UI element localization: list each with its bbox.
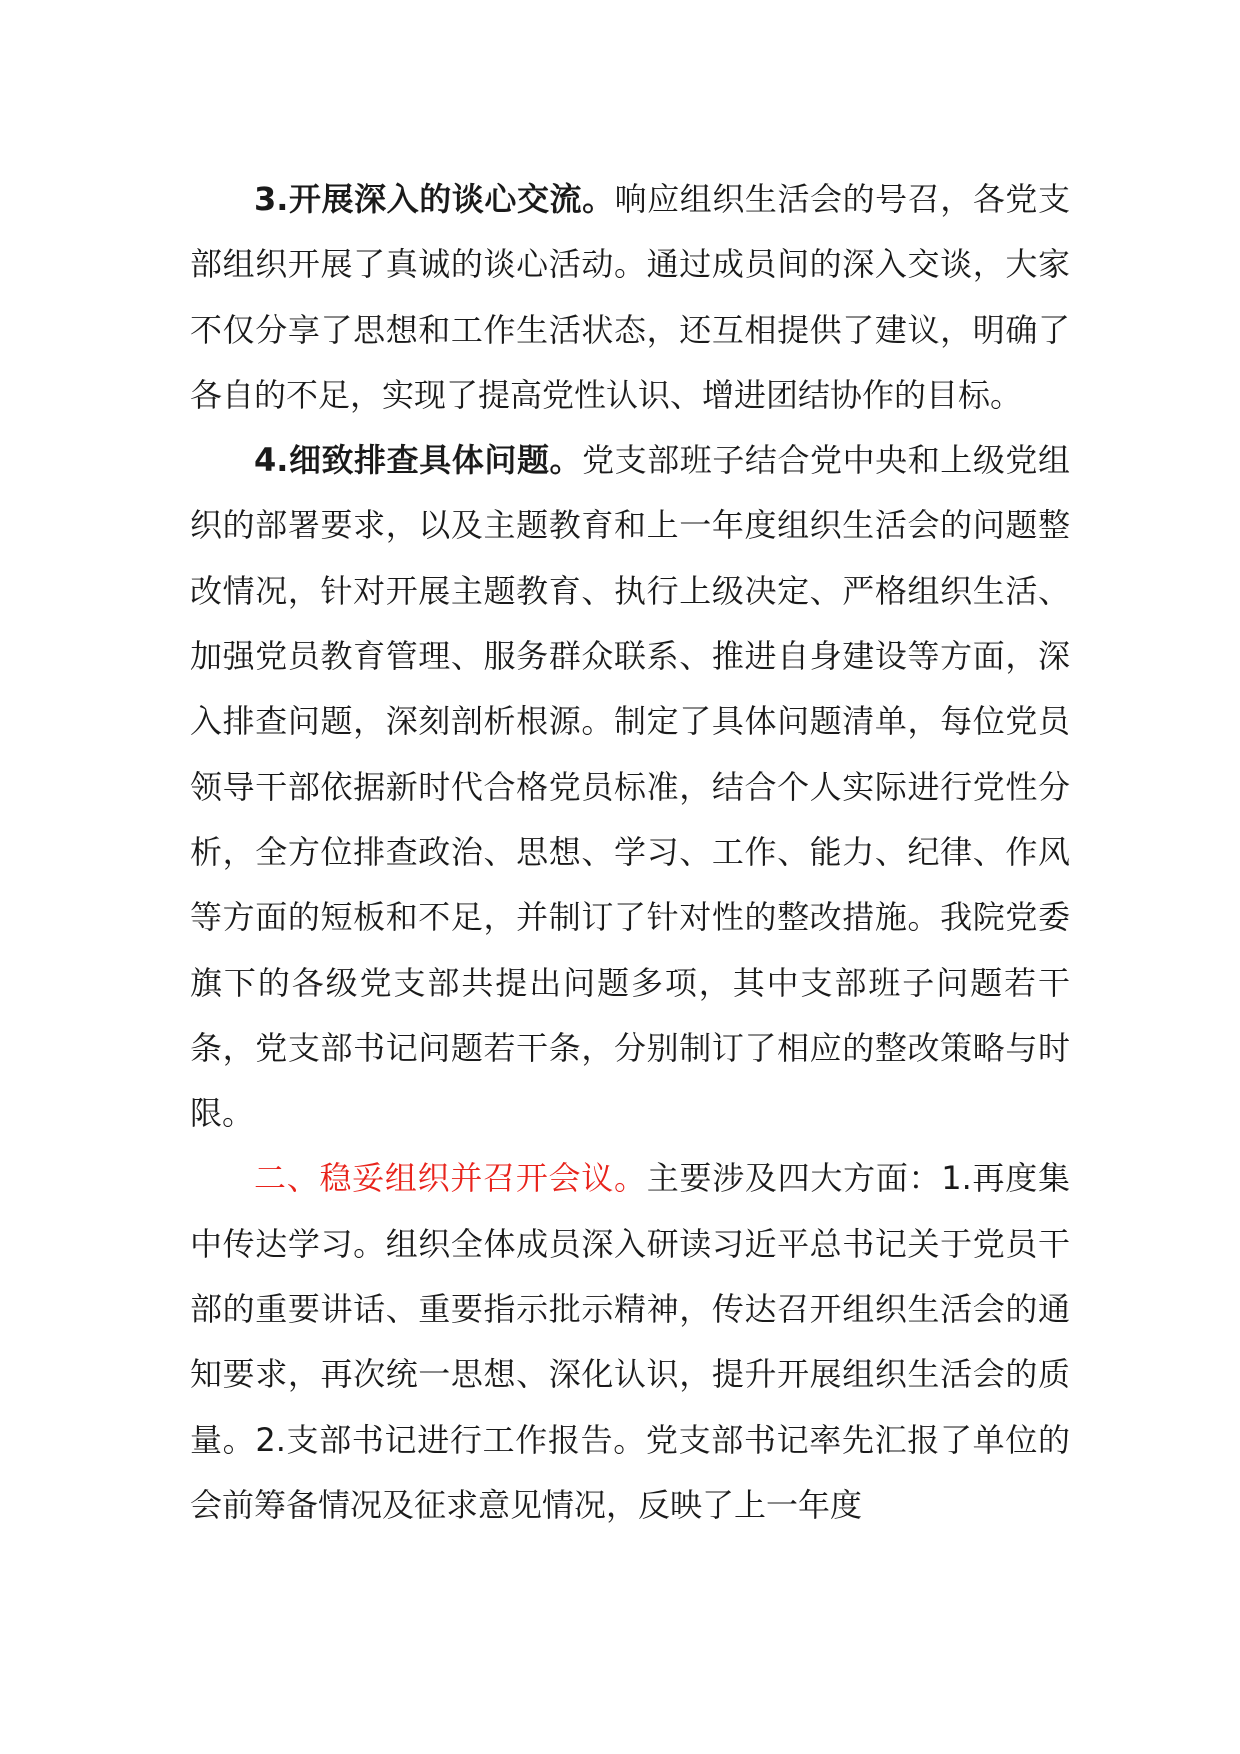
paragraph-heading: 4.细致排查具体问题。 bbox=[254, 441, 583, 480]
document-body bbox=[190, 167, 1070, 1538]
paragraph-problem-investigation bbox=[190, 428, 1070, 1146]
paragraph-text: 主要涉及四大方面：1.再度集中传达学习。组织全体成员深入研读习近平总书记关于党员干部的重要讲话、重要指示批示精神，传达召开组织生活会的通知要求，再次统一思想、深化认识，提升开展组织生活会的质量。2.支部书记进行工作报告。党支部书记率先汇报了单位的会前筹备情况及征求意见情况，反映了上一年度 bbox=[190, 1159, 1070, 1524]
section-heading: 二、稳妥组织并召开会议。 bbox=[254, 1159, 647, 1198]
paragraph-heading: 3.开展深入的谈心交流。 bbox=[254, 180, 615, 218]
paragraph-heart-to-heart-talks bbox=[190, 167, 1070, 428]
paragraph-meeting-organization bbox=[190, 1146, 1070, 1538]
paragraph-text: 党支部班子结合党中央和上级党组织的部署要求，以及主题教育和上一年度组织生活会的问题整改情况，针对开展主题教育、执行上级决定、严格组织生活、加强党员教育管理、服务群众联系、推进自身建设等方面，深入排查问题，深刻剖析根源。制定了具体问题清单，每位党员领导干部依据新时代合格党员标准，结合个人实际进行党性分析，全方位排查政治、思想、学习、工作、能力、纪律、作风等方面的短板和不足，并制订了针对性的整改措施。我院党委旗下的各级党支部共提出问题多项，其中支部班子问题若干条，党支部书记问题若干条，分别制订了相应的整改策略与时限。 bbox=[190, 441, 1070, 1133]
paragraph-text: 响应组织生活会的号召，各党支部组织开展了真诚的谈心活动。通过成员间的深入交谈，大家不仅分享了思想和工作生活状态，还互相提供了建议，明确了各自的不足，实现了提高党性认识、增进团结协作的目标。 bbox=[190, 180, 1070, 414]
